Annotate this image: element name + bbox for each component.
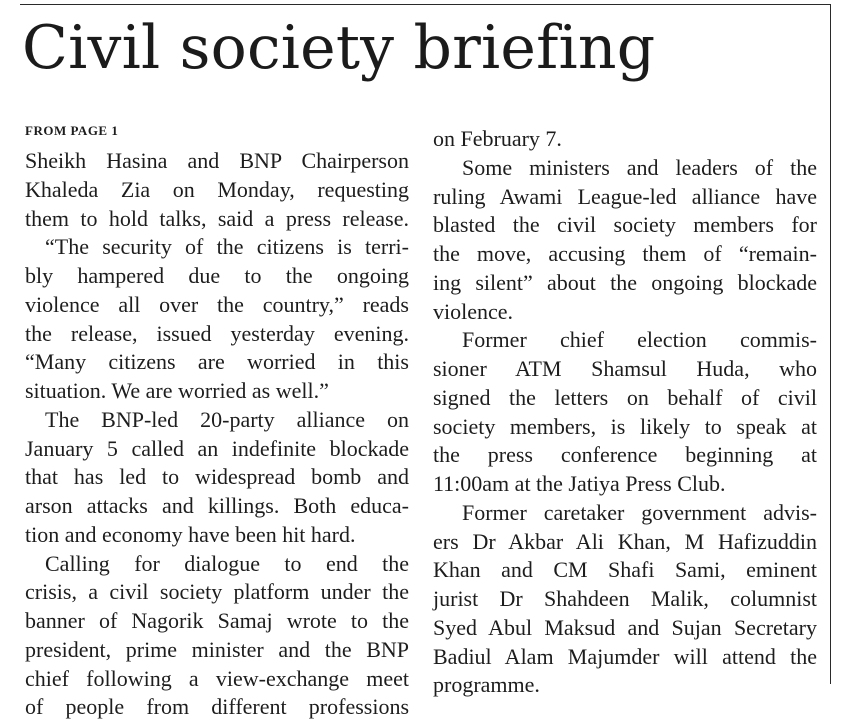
text-line: the release, issued yesterday evening. (25, 321, 409, 346)
top-border-rule (20, 4, 831, 5)
text-line: the press conference beginning at (433, 442, 817, 467)
text-line: of people from different professions (25, 694, 409, 719)
text-line: violence. (433, 299, 514, 324)
text-line: crisis, a civil society platform under the (25, 579, 409, 604)
text-line: Sheikh Hasina and BNP Chairperson (25, 148, 409, 173)
continued-from-label: FROM PAGE 1 (25, 123, 119, 138)
text-line: violence all over the country,” reads (25, 292, 409, 317)
text-line: banner of Nagorik Samaj wrote to the (25, 608, 409, 633)
text-line: president, prime minister and the BNP (25, 637, 409, 662)
text-line: jurist Dr Shahdeen Malik, columnist (433, 586, 817, 611)
text-line: ers Dr Akbar Ali Khan, M Hafizuddin (433, 529, 817, 554)
text-line: that has led to widespread bomb and (25, 464, 409, 489)
text-line: sioner ATM Shamsul Huda, who (433, 356, 817, 381)
text-line: 11:00am at the Jatiya Press Club. (433, 471, 726, 496)
text-line: tion and economy have been hit hard. (25, 522, 356, 547)
text-line: ruling Awami League-led alliance have (433, 184, 817, 209)
text-line: Former caretaker government advis- (462, 500, 817, 525)
text-line: Former chief election commis- (462, 327, 817, 352)
text-line: society members, is likely to speak at (433, 414, 817, 439)
text-line: “Many citizens are worried in this (25, 349, 409, 374)
text-line: Syed Abul Maksud and Sujan Secretary (433, 615, 817, 640)
right-border-rule (830, 4, 831, 684)
text-line: January 5 called an indefinite blockade (25, 436, 409, 461)
text-line: signed the letters on behalf of civil (433, 385, 817, 410)
text-line: “The security of the citizens is terri- (45, 234, 409, 259)
text-line: them to hold talks, said a press release. (25, 206, 409, 231)
text-line: arson attacks and killings. Both educa- (25, 493, 409, 518)
text-line: Badiul Alam Majumder will attend the (433, 644, 817, 669)
text-line: on February 7. (433, 126, 562, 151)
text-line: Khaleda Zia on Monday, requesting (25, 177, 409, 202)
text-line: ing silent” about the ongoing blockade (433, 270, 817, 295)
text-line: Khan and CM Shafi Sami, eminent (433, 557, 817, 582)
text-line: Some ministers and leaders of the (462, 155, 817, 180)
text-line: blasted the civil society members for (433, 212, 817, 237)
headline: Civil society briefing (22, 13, 656, 83)
text-line: The BNP-led 20-party alliance on (45, 407, 409, 432)
text-line: bly hampered due to the ongoing (25, 263, 409, 288)
text-line: chief following a view-exchange meet (25, 666, 409, 691)
text-line: situation. We are worried as well.” (25, 378, 329, 403)
text-line: programme. (433, 672, 540, 697)
text-line: the move, accusing them of “remain- (433, 241, 817, 266)
text-line: Calling for dialogue to end the (45, 551, 409, 576)
